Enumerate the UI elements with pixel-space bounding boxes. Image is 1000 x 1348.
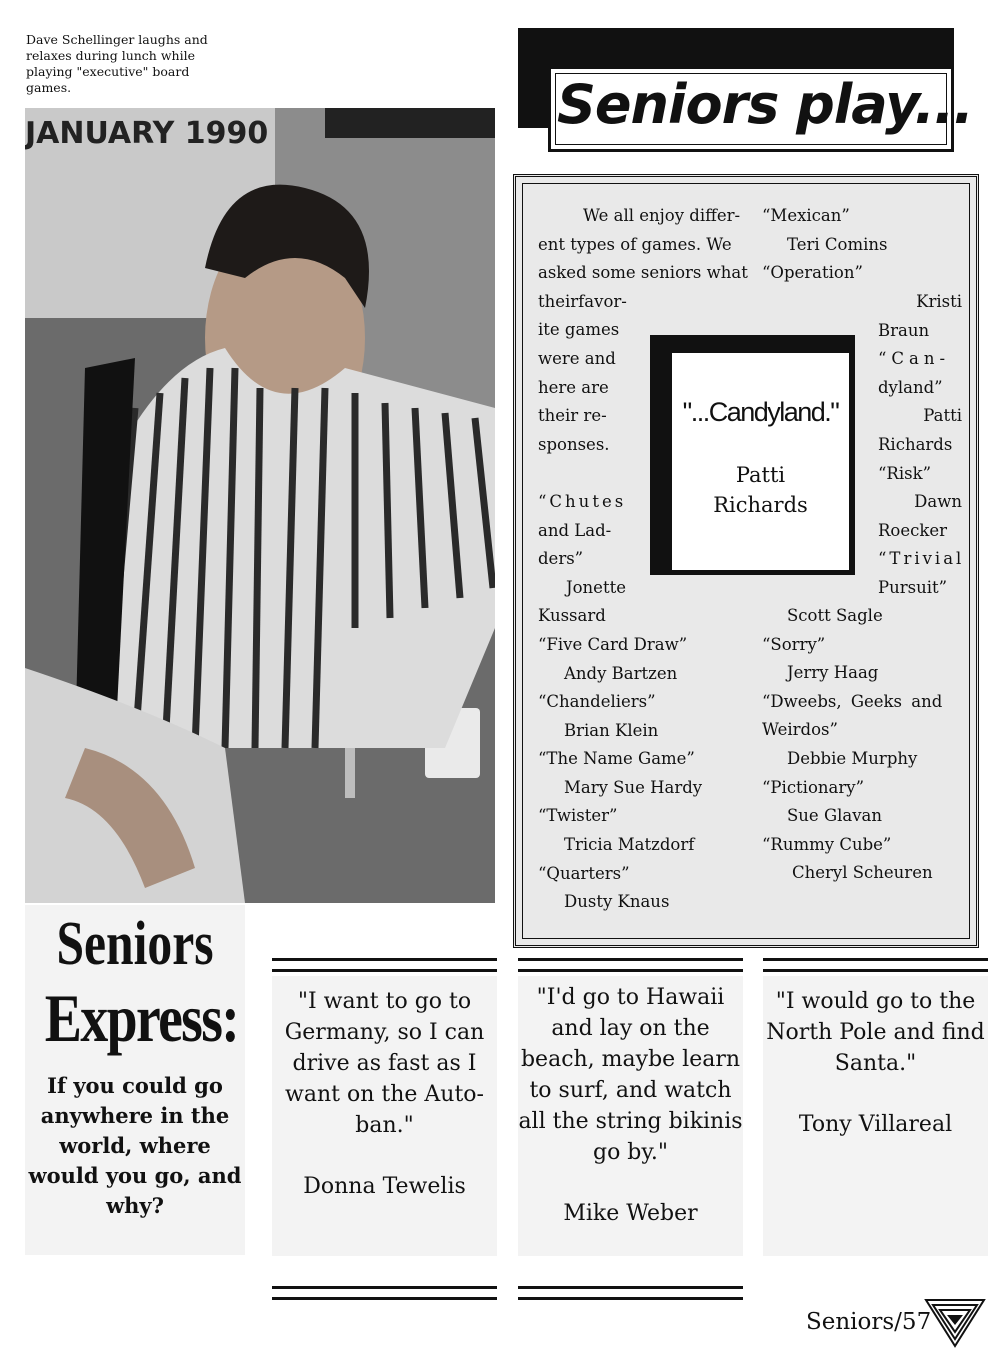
list-item: Brian Klein — [564, 720, 659, 740]
list-item: “Quarters” — [538, 863, 630, 883]
list-item: Scott Sagle — [787, 606, 883, 625]
list-item: We all enjoy differ- — [583, 206, 741, 225]
list-item: “Chandeliers” — [538, 692, 656, 712]
list-item: “Sorry” — [762, 634, 826, 654]
list-item: “Pictionary” — [762, 777, 865, 797]
pull-quote-name: Richards — [713, 493, 808, 517]
list-item: Andy Bartzen — [564, 663, 678, 683]
list-item: Patti — [923, 406, 962, 426]
page-title: Seniors play... — [557, 73, 973, 136]
quote-author: Tony Villareal — [798, 1112, 953, 1137]
quote-text: "I would go to the North Pole and find Santa." — [766, 989, 985, 1076]
list-item: “Dweebs, Geeks and — [762, 691, 943, 711]
quote-column — [763, 958, 988, 1303]
list-item: and Lad- — [538, 520, 612, 540]
list-item: ent types of games. We — [538, 234, 732, 254]
list-item: theirfavor- — [538, 291, 627, 311]
quote-column — [518, 958, 743, 1303]
quote-author: Mike Weber — [563, 1201, 698, 1226]
list-item: Debbie Murphy — [787, 748, 918, 768]
express-question: If you could go anywhere in the world, where would you go, and why? — [28, 1073, 242, 1218]
list-item: their re- — [538, 406, 607, 426]
list-item: Pursuit” — [878, 577, 948, 597]
games-right-top — [762, 202, 887, 288]
list-item: were and — [538, 348, 616, 368]
list-item: Kristi — [916, 292, 962, 311]
list-item: Cheryl Scheuren — [792, 863, 933, 883]
list-item: Sue Glavan — [787, 806, 883, 826]
triangle-ornament-icon — [924, 1298, 986, 1348]
list-item: “Chutes — [538, 491, 627, 511]
list-item: ite games — [538, 320, 620, 340]
list-item: “Twister” — [538, 806, 618, 826]
express-heading-line1: Seniors — [56, 910, 214, 978]
pull-quote-text: "...Candyland." — [682, 397, 839, 427]
list-item: “Operation” — [762, 263, 863, 283]
title-banner — [518, 28, 973, 136]
list-item: “Rummy Cube” — [762, 834, 892, 854]
list-item: here are — [538, 377, 609, 397]
pull-quote-box — [650, 335, 855, 575]
list-item: sponses. — [538, 434, 610, 454]
list-item: Dawn — [914, 492, 962, 512]
list-item: “Risk” — [878, 463, 932, 483]
express-heading-line2: Express: — [44, 980, 239, 1056]
senior-photo — [25, 108, 495, 903]
page-footer: Seniors/57 — [806, 1309, 932, 1335]
list-item: Kussard — [538, 606, 606, 626]
quote-author: Donna Tewelis — [303, 1174, 466, 1199]
list-item: “Can- — [878, 349, 951, 369]
seniors-express-block — [25, 905, 245, 1255]
pull-quote-name: Patti — [735, 463, 786, 487]
list-item: Roecker — [878, 520, 948, 540]
list-item: ders” — [538, 549, 584, 569]
list-item: Braun — [878, 320, 930, 340]
quote-text: "I want to go to Germany, so I can drive as fast as I want on the Auto-ban." — [284, 989, 485, 1138]
list-item: Richards — [878, 434, 953, 454]
quote-column — [272, 958, 497, 1303]
list-item: “Mexican” — [762, 206, 850, 225]
list-item: Mary Sue Hardy — [564, 777, 703, 797]
list-item: Dusty Knaus — [564, 892, 670, 912]
photo-caption: Dave Schellinger laughs and relaxes during lunch while playing "executive" board games. — [26, 32, 208, 95]
photo-sign: JANUARY 1990 — [25, 116, 269, 151]
list-item: asked some seniors what — [538, 263, 748, 283]
list-item: Jerry Haag — [787, 663, 879, 683]
list-item: Tricia Matzdorf — [564, 835, 695, 855]
games-right-side — [878, 288, 965, 603]
list-item: Weirdos” — [762, 720, 838, 740]
list-item: “Trivial — [878, 549, 965, 569]
list-item: “Five Card Draw” — [538, 634, 688, 654]
games-right-bottom — [762, 602, 942, 888]
quote-text: "I'd go to Hawaii and lay on the beach, maybe learn to surf, and watch all the string bikinis go by." — [518, 985, 743, 1165]
list-item: dyland” — [878, 377, 943, 397]
list-item: Jonette — [566, 577, 626, 597]
list-item: Teri Comins — [787, 234, 888, 254]
list-item: “The Name Game” — [538, 749, 695, 769]
